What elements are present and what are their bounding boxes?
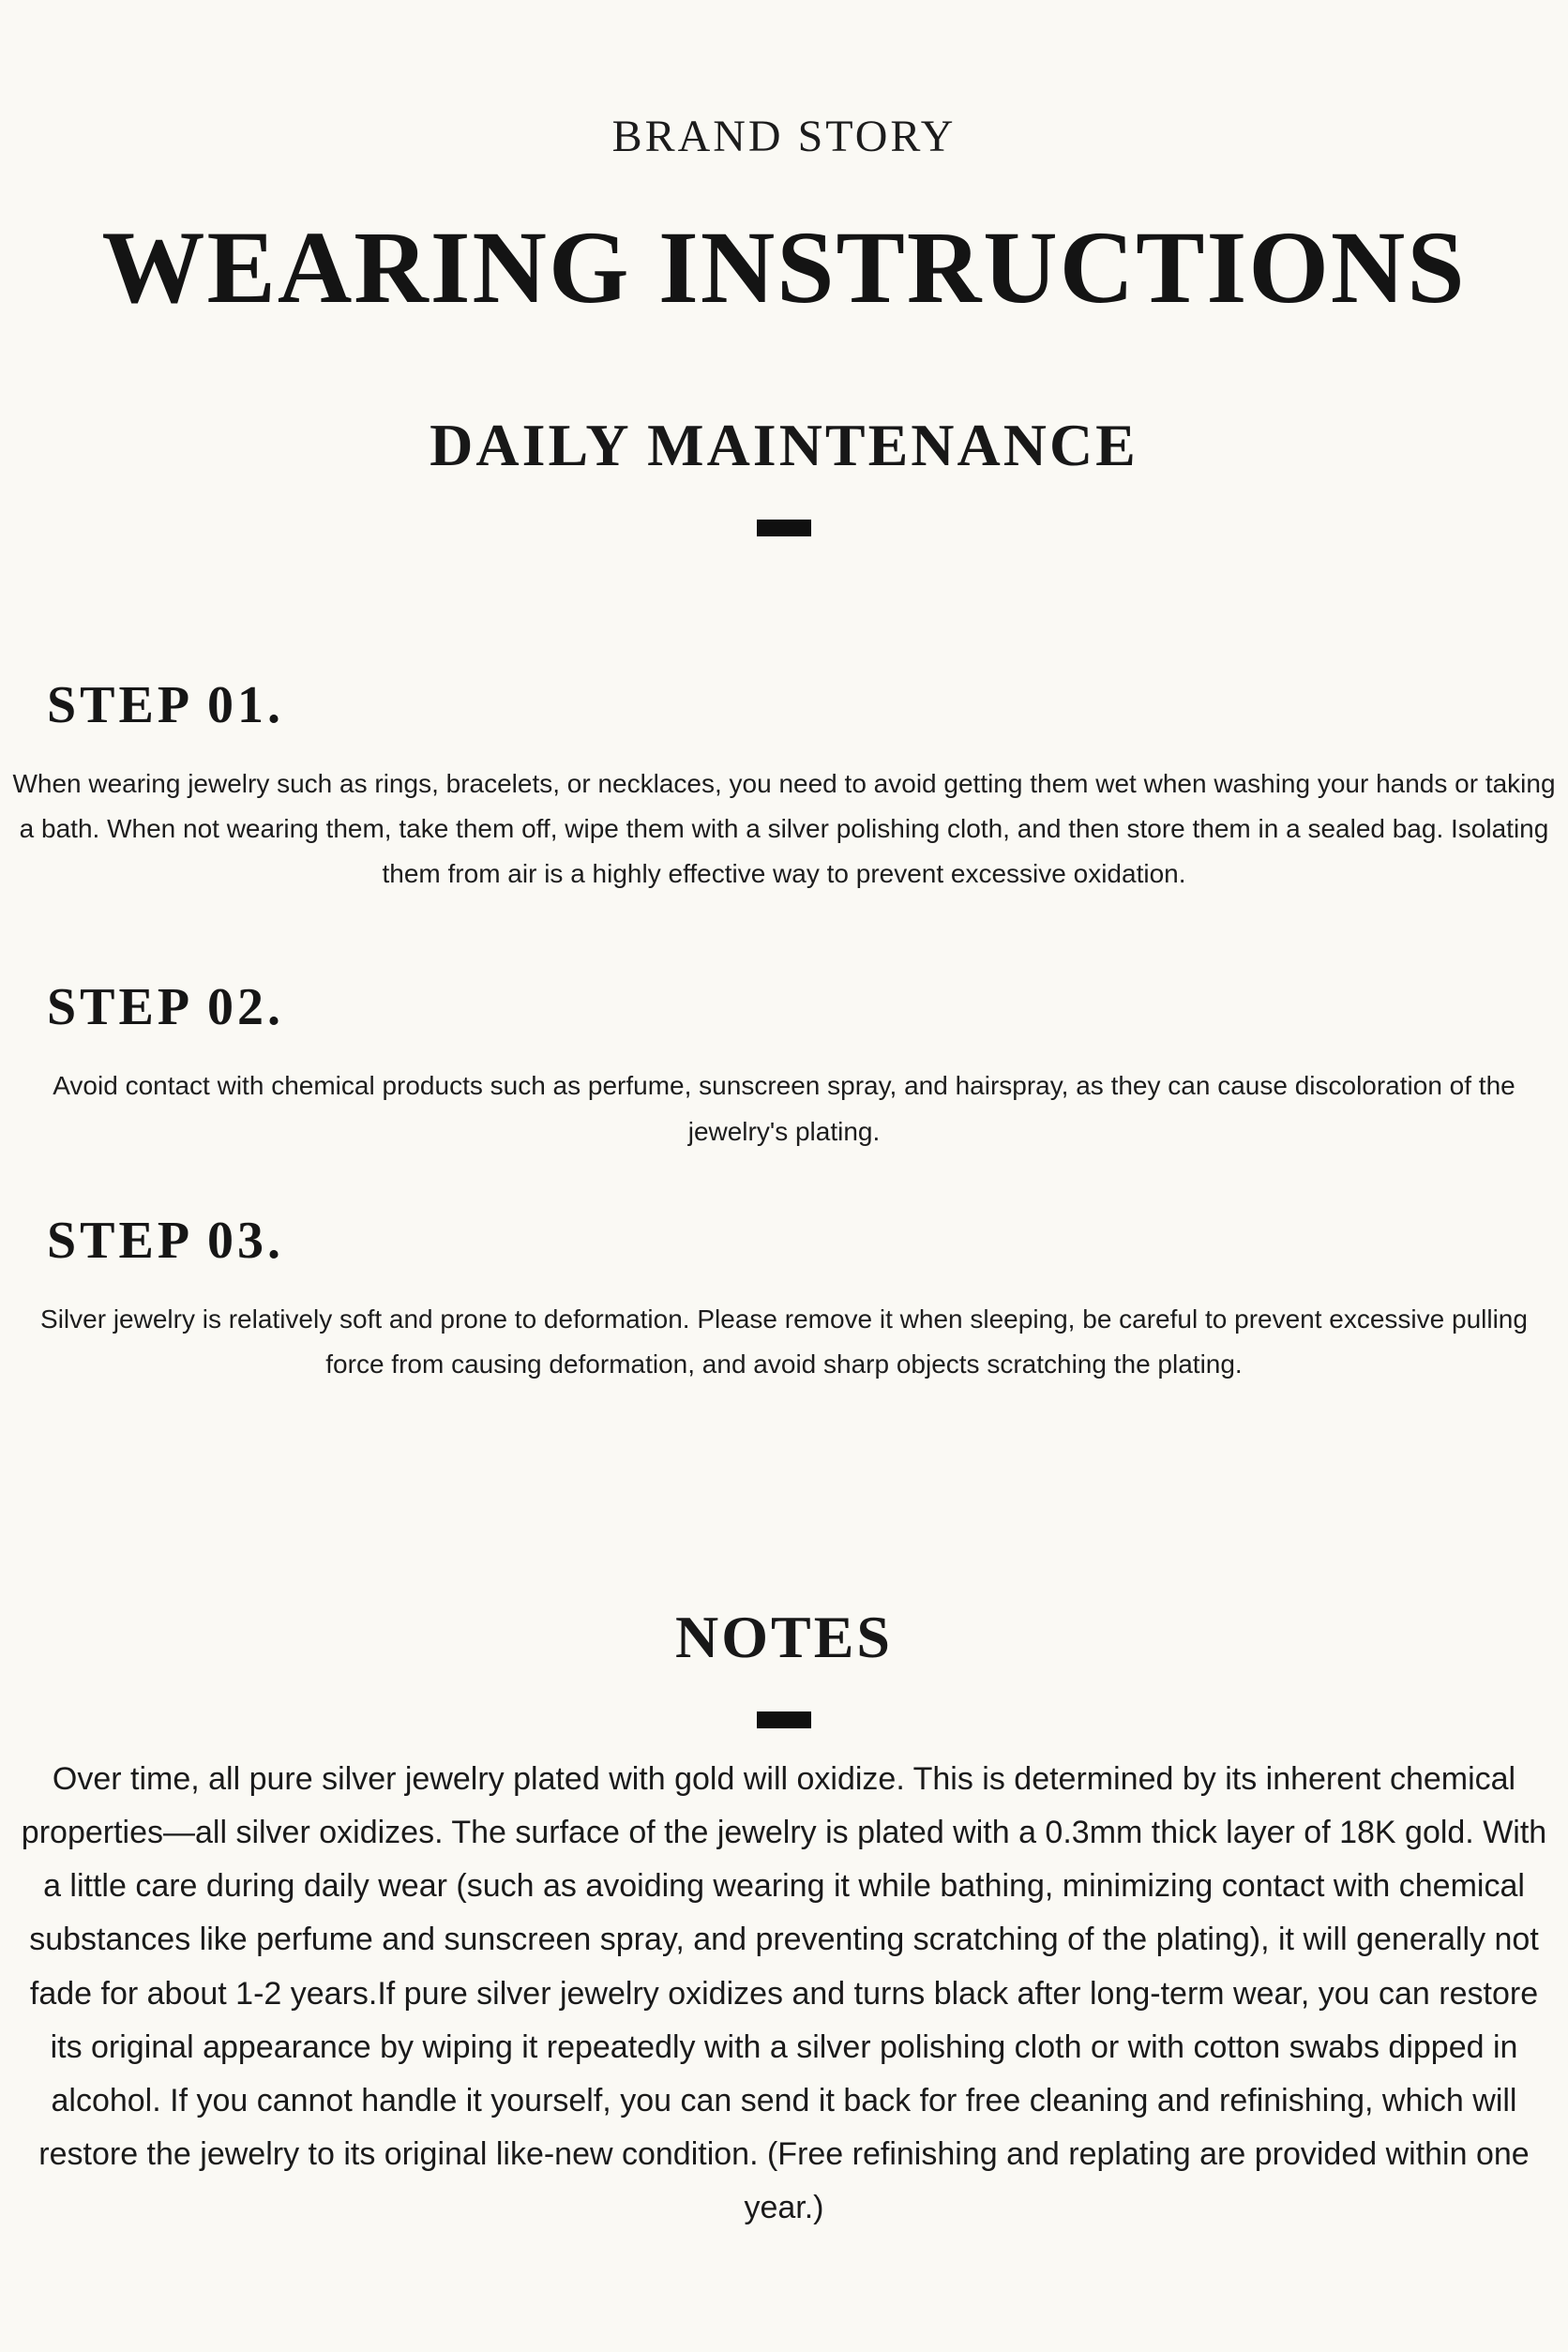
step-03-label: STEP 03. bbox=[47, 1211, 284, 1270]
section-divider-bar bbox=[757, 520, 811, 536]
step-01-section bbox=[0, 675, 1568, 897]
page-title: WEARING INSTRUCTIONS bbox=[101, 210, 1467, 324]
step-01-label: STEP 01. bbox=[47, 676, 284, 734]
brand-story-eyebrow: BRAND STORY bbox=[611, 112, 957, 161]
step-01-text: When wearing jewelry such as rings, bracelets, or necklaces, you need to avoid getting them wet when washing your hands or taking a bath. When not wearing them, take them off, wipe them with a silver polishing cloth, and then store them in a sealed bag. Isolating them from air is a highly effective way to prevent excessive oxidation. bbox=[12, 769, 1556, 889]
step-03-section bbox=[0, 1211, 1568, 1387]
step-02-label: STEP 02. bbox=[47, 978, 284, 1037]
daily-maintenance-heading: DAILY MAINTENANCE bbox=[430, 412, 1138, 478]
notes-heading: NOTES bbox=[675, 1604, 893, 1671]
step-02-text: Avoid contact with chemical products such as perfume, sunscreen spray, and hairspray, as they can cause discoloration of the jewelry's plating. bbox=[53, 1071, 1515, 1146]
notes-text: Over time, all pure silver jewelry plated with gold will oxidize. This is determined by its inherent chemical properties—all silver oxidizes. The surface of the jewelry is plated with a 0.3mm thick layer of 18K gold. With a little care during daily wear (such as avoiding wearing it while bathing, minimizing contact with chemical substances like perfume and sunscreen spray, and preventing scratching of the plating), it will generally not fade for about 1-2 years.If pure silver jewelry oxidizes and turns black after long-term wear, you can restore its original appearance by wiping it repeatedly with a silver polishing cloth or with cotton swabs dipped in alcohol. If you cannot handle it yourself, you can send it back for free cleaning and refinishing, which will restore the jewelry to its original like-new condition. (Free refinishing and replating are provided within one year.) bbox=[21, 1761, 1547, 2225]
notes-divider-bar bbox=[757, 1711, 811, 1728]
step-02-section bbox=[0, 977, 1568, 1153]
step-03-text: Silver jewelry is relatively soft and prone to deformation. Please remove it when sleeping, be careful to prevent excessive pulling force from causing deformation, and avoid sharp objects scratching the plating. bbox=[40, 1304, 1528, 1379]
